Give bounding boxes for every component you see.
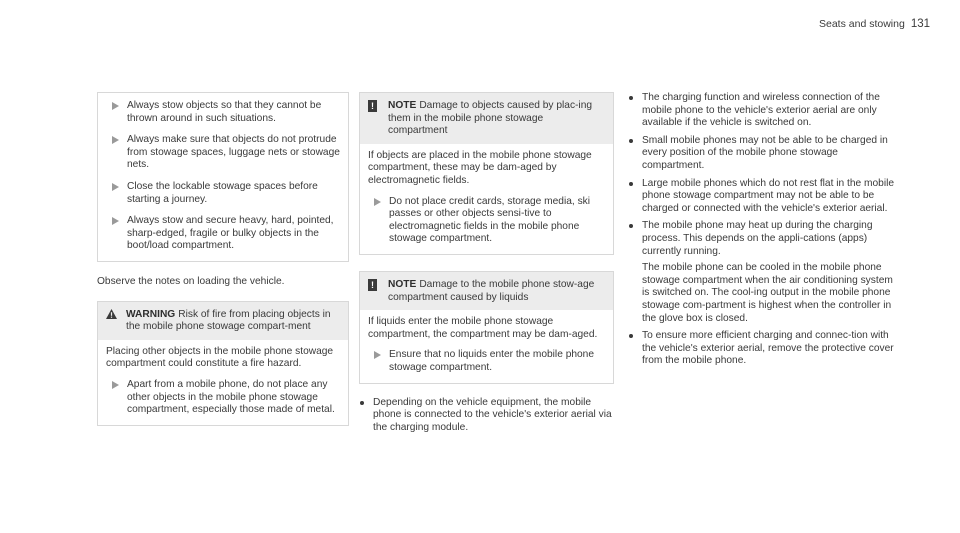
- arrow-icon: [374, 351, 381, 359]
- bullet-icon: [629, 96, 633, 100]
- list-item: Always stow objects so that they cannot be thrown around in such situations.: [106, 100, 340, 125]
- note-keyword: NOTE: [388, 100, 417, 111]
- note-title: Damage to the mobile phone stow-age compartment caused by liquids: [388, 278, 595, 303]
- list-item: Close the lockable stowage spaces before starting a journey.: [106, 181, 340, 206]
- list-item: The charging function and wireless connection of the mobile phone to the vehicle's exterior aerial are only available if the vehicle is switched on.: [628, 92, 898, 130]
- list-item: Apart from a mobile phone, do not place any other objects in the mobile phone stowage compartment, especially those made of metal.: [106, 379, 340, 417]
- note-body: [360, 310, 613, 382]
- note-header: [360, 93, 613, 144]
- exclamation-icon: !: [368, 100, 377, 112]
- note-keyword: NOTE: [388, 278, 417, 290]
- bullet-icon: [629, 224, 633, 228]
- arrow-icon: [112, 217, 119, 225]
- column-3: [628, 92, 898, 373]
- note-header: [360, 272, 613, 310]
- bullet-icon: [629, 182, 633, 186]
- note-text: If objects are placed in the mobile phone stowage compartment, these may be dam-aged by electromagnetic fields.: [368, 149, 592, 186]
- arrow-icon: [112, 183, 119, 191]
- list-item: Large mobile phones which do not rest flat in the mobile phone stowage compartment may not be able to be charged or connected with the vehicle's exterior aerial.: [628, 178, 898, 216]
- note-steps: [368, 196, 605, 246]
- warning-header: [98, 302, 348, 340]
- warning-triangle-icon: [106, 309, 117, 319]
- bullet-list: [359, 397, 614, 435]
- warning-panel: [97, 301, 349, 426]
- warning-steps: [106, 379, 340, 417]
- safety-instructions-panel: [97, 92, 349, 262]
- arrow-icon: [112, 381, 119, 389]
- sub-paragraph: The mobile phone can be cooled in the mobile phone stowage compartment when the air conditioning system is switched on. The cool-ing output in the mobile phone stowage com-partment is highest when the controller in the glove box is closed.: [642, 262, 893, 324]
- list-item: Do not place credit cards, storage media, ski passes or other objects sensi-tive to electromagnetic fields in the mobile phone stowage compartment.: [368, 196, 605, 246]
- exclamation-icon: !: [368, 279, 377, 291]
- observe-notes-text: Observe the notes on loading the vehicle.: [97, 275, 285, 287]
- column-2: [359, 92, 614, 439]
- warning-keyword: WARNING: [126, 308, 176, 320]
- note-body: [360, 144, 613, 254]
- note-panel-liquids: [359, 271, 614, 384]
- list-item: The mobile phone may heat up during the charging process. This depends on the appli-cations (apps) currently running. The mobile phone can be cooled in the mobile phone stowage compartment when the air conditioning system is switched on. The cool-ing output in the mobile phone stowage com-partment is highest when the controller in the glove box is closed.: [628, 220, 898, 325]
- bullet-icon: [360, 401, 364, 405]
- note-steps: [368, 349, 605, 374]
- warning-title: Risk of fire from placing objects in the mobile phone stowage compart-ment: [126, 308, 331, 333]
- bullet-icon: [629, 334, 633, 338]
- page-number: 131: [910, 18, 930, 30]
- note-text: If liquids enter the mobile phone stowage compartment, the compartment may be dam-aged.: [368, 316, 598, 340]
- page-header: [780, 18, 930, 31]
- arrow-icon: [112, 136, 119, 144]
- list-item: Always stow and secure heavy, hard, pointed, sharp-edged, fragile or bulky objects in the boot/load compartment.: [106, 215, 340, 253]
- section-title: Seats and stowing: [819, 18, 905, 30]
- list-item: Depending on the vehicle equipment, the mobile phone is connected to the vehicle's exterior aerial via the charging module.: [359, 397, 614, 435]
- warning-text: Placing other objects in the mobile phone stowage compartment could constitute a fire hazard.: [106, 345, 334, 370]
- warning-body: [98, 340, 348, 425]
- list-item: To ensure more efficient charging and connec-tion with the vehicle's exterior aerial, remove the protective cover from the mobile phone.: [628, 330, 898, 368]
- arrow-icon: [374, 198, 381, 206]
- list-item: Ensure that no liquids enter the mobile phone stowage compartment.: [368, 349, 605, 374]
- bullet-icon: [629, 139, 633, 143]
- column-1: [97, 92, 349, 426]
- bullet-list: [628, 92, 898, 368]
- arrow-icon: [112, 102, 119, 110]
- note-panel-electromagnetic: [359, 92, 614, 255]
- list-item: Always make sure that objects do not protrude from stowage spaces, luggage nets or stowage nets.: [106, 134, 340, 172]
- list-item: Small mobile phones may not be able to be charged in every position of the mobile phone stowage compartment.: [628, 135, 898, 173]
- instruction-list: [106, 100, 340, 253]
- note-title: Damage to objects caused by plac-ing them in the mobile phone stowage compartment: [388, 100, 593, 137]
